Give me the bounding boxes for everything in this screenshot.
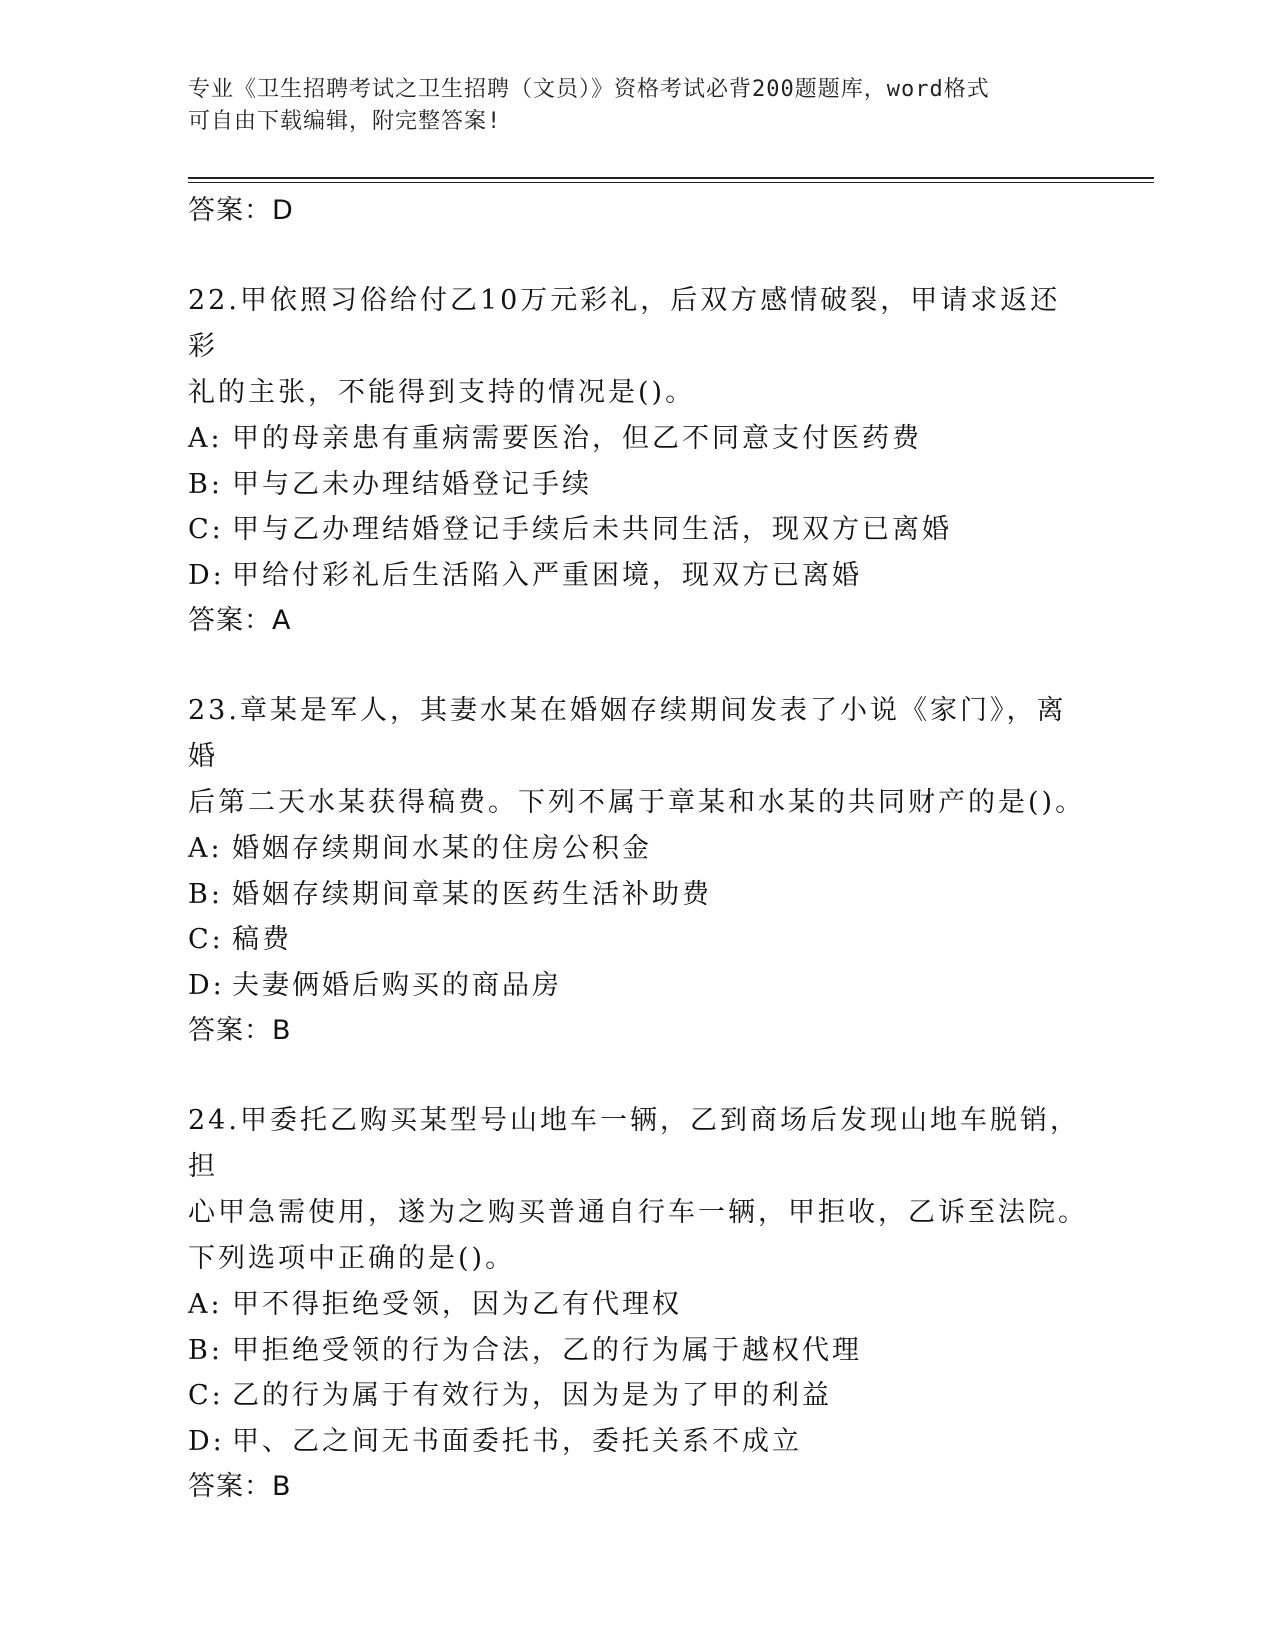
question-23: [188, 688, 1088, 1054]
option-text: 甲给付彩礼后生活陷入严重困境，现双方已离婚: [232, 559, 862, 591]
question-text-line: 22.甲依照习俗给付乙10万元彩礼，后双方感情破裂，甲请求返还彩: [188, 285, 1061, 362]
option-a: [188, 826, 1088, 872]
answer: 答案：B: [188, 1471, 292, 1502]
option-text: 婚姻存续期间章某的医药生活补助费: [232, 878, 712, 910]
document-header: [188, 74, 1068, 138]
question-text-line: 下列选项中正确的是()。: [188, 1243, 516, 1274]
question-22: [188, 278, 1088, 644]
question-text-line: 23.章某是军人，其妻水某在婚姻存续期间发表了小说《家门》，离婚: [188, 695, 1067, 772]
answer: 答案：A: [188, 605, 292, 636]
option-text: 甲与乙未办理结婚登记手续: [232, 468, 592, 500]
header-rule-thin: [188, 182, 1154, 183]
option-letter: A:: [188, 833, 223, 864]
header-line-1: 专业《卫生招聘考试之卫生招聘（文员）》资格考试必背200题题库，word格式: [188, 77, 990, 102]
option-b: [188, 1328, 1088, 1374]
option-text: 甲拒绝受领的行为合法，乙的行为属于越权代理: [232, 1334, 862, 1366]
option-letter: C:: [188, 924, 224, 955]
option-text: 稿费: [232, 924, 292, 955]
option-c: [188, 917, 1088, 963]
previous-answer: 答案：D: [188, 195, 294, 226]
option-d: [188, 553, 1088, 599]
option-text: 婚姻存续期间水某的住房公积金: [232, 833, 652, 864]
option-c: [188, 1373, 1088, 1419]
question-text-line: 心甲急需使用，遂为之购买普通自行车一辆，甲拒收，乙诉至法院。: [188, 1197, 1088, 1228]
option-text: 甲与乙办理结婚登记手续后未共同生活，现双方已离婚: [232, 514, 952, 545]
question-text-line: 后第二天水某获得稿费。下列不属于章某和水某的共同财产的是()。: [188, 787, 1086, 818]
option-letter: C:: [188, 514, 224, 545]
question-text-line: 礼的主张，不能得到支持的情况是()。: [188, 377, 696, 408]
option-letter: A:: [188, 1289, 223, 1320]
header-rule-thick: [188, 177, 1154, 179]
question-24: [188, 1098, 1088, 1510]
option-letter: D:: [188, 1425, 225, 1457]
option-letter: A:: [188, 423, 223, 454]
answer: 答案：B: [188, 1015, 292, 1046]
option-letter: B:: [188, 878, 223, 910]
option-c: [188, 507, 1088, 553]
option-letter: B:: [188, 468, 223, 500]
option-text: 甲不得拒绝受领，因为乙有代理权: [232, 1289, 682, 1320]
option-d: [188, 963, 1088, 1009]
question-text-line: 24.甲委托乙购买某型号山地车一辆，乙到商场后发现山地车脱销，担: [188, 1105, 1080, 1182]
option-b: [188, 462, 1088, 508]
option-letter: C:: [188, 1380, 224, 1411]
document-content: [188, 188, 1088, 1510]
option-b: [188, 872, 1088, 918]
option-letter: B:: [188, 1334, 223, 1366]
option-a: [188, 416, 1088, 462]
option-a: [188, 1282, 1088, 1328]
option-letter: D:: [188, 969, 225, 1001]
option-text: 甲的母亲患有重病需要医治，但乙不同意支付医药费: [232, 423, 922, 454]
option-d: [188, 1419, 1088, 1465]
option-letter: D:: [188, 559, 225, 591]
option-text: 甲、乙之间无书面委托书，委托关系不成立: [232, 1425, 802, 1457]
header-line-2: 可自由下载编辑，附完整答案!: [188, 109, 502, 134]
option-text: 夫妻俩婚后购买的商品房: [232, 969, 562, 1001]
option-text: 乙的行为属于有效行为，因为是为了甲的利益: [232, 1380, 832, 1411]
